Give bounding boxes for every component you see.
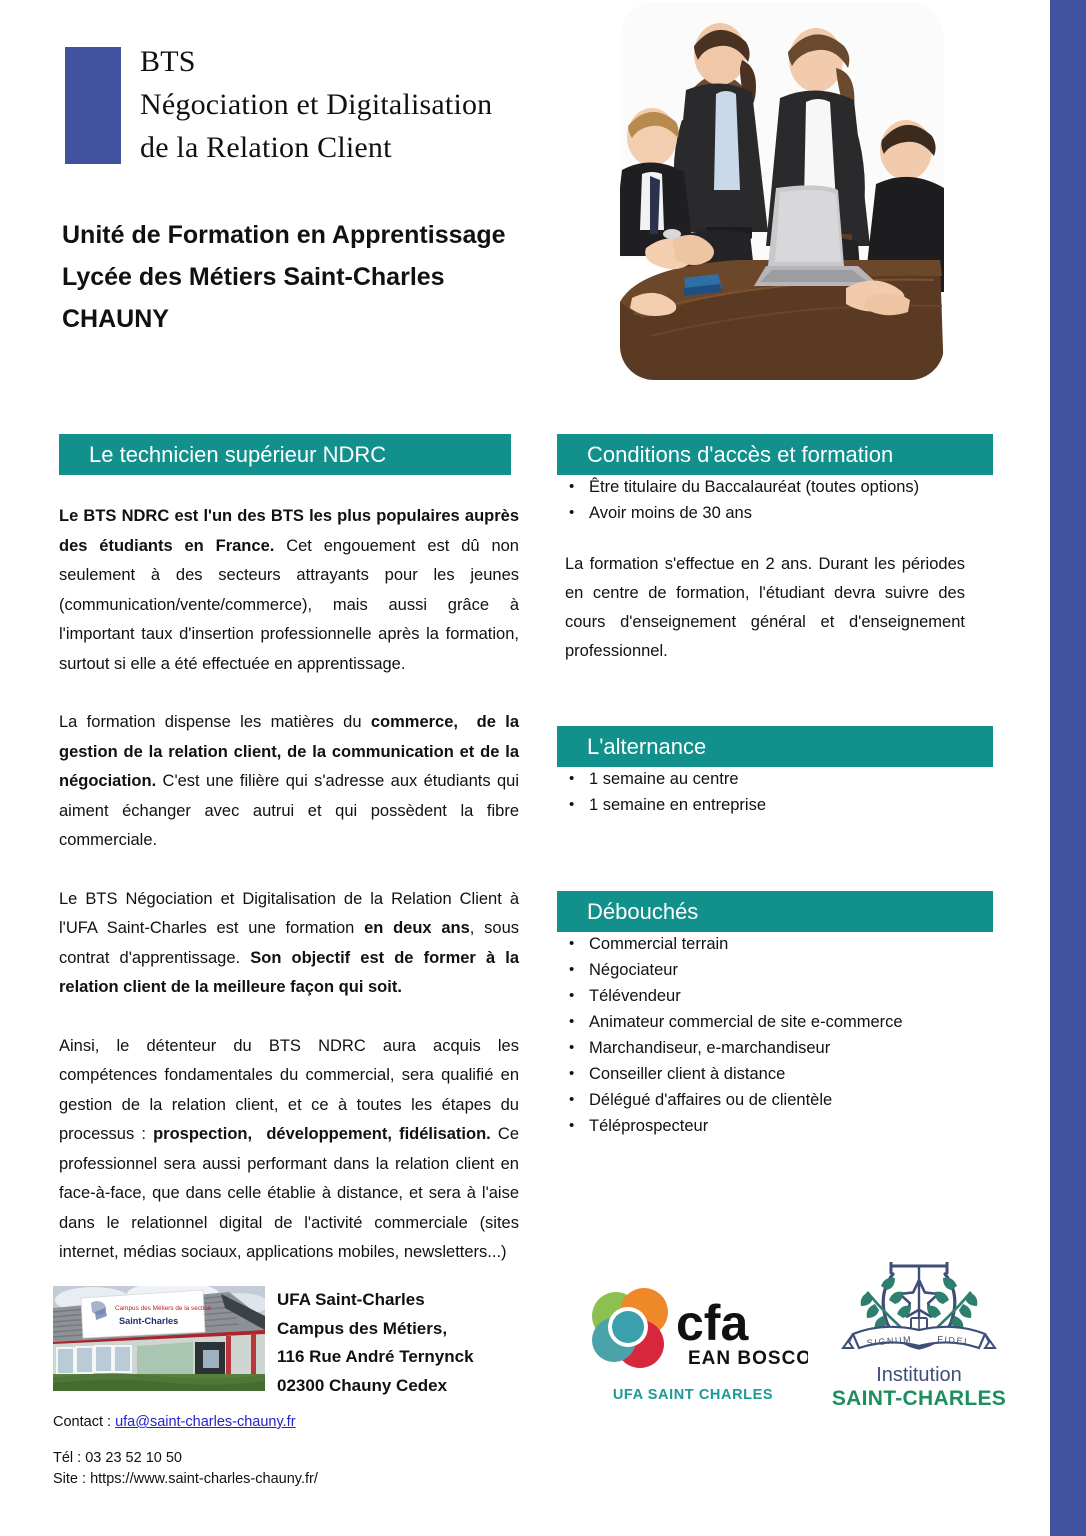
- cfa-logo-caption: UFA SAINT CHARLES: [612, 1387, 774, 1403]
- list-item: • Être titulaire du Baccalauréat (toutes options): [557, 475, 993, 500]
- svg-text:cfa: cfa: [676, 1295, 749, 1351]
- ufa-building-photo: [53, 1286, 265, 1391]
- website-row: Site : https://www.saint-charles-chauny.fr/: [53, 1471, 318, 1487]
- institution-saint-charles-logo: [823, 1256, 1015, 1421]
- list-item: • Téléprospecteur: [557, 1114, 993, 1139]
- page-subtitle: [62, 214, 622, 340]
- paragraph-duree: Le BTS Négociation et Digitalisation de la Relation Client à l'UFA Saint-Charles est une formation en deux ans, sous contrat d'apprentissage. Son objectif est de former à la relation client de la meilleure façon qui soit.: [59, 889, 520, 996]
- paragraph-matieres: La formation dispense les matières du commerce, de la gestion de la relation client, de la communication et de la négociation. C'est une filière qui s'adresse aux étudiants qui aiment échanger avec autrui et qui possèdent la fibre commerciale.: [59, 713, 519, 849]
- document-header: [0, 0, 1038, 400]
- conditions-bullet-list: [557, 475, 993, 526]
- page-subtitle-line-1: Unité de Formation en Apprentissage: [62, 221, 506, 249]
- telephone-row: Tél : 03 23 52 10 50: [53, 1450, 182, 1466]
- address-line-1: UFA Saint-Charles: [277, 1290, 425, 1309]
- cfa-jean-bosco-logo: [578, 1282, 808, 1412]
- right-edge-blue-bar: [1050, 0, 1086, 1536]
- crest-icon: [823, 1256, 1015, 1364]
- list-item: • Marchandiseur, e-marchandiseur: [557, 1036, 993, 1061]
- address-line-3: 116 Rue André Ternynck: [277, 1347, 474, 1366]
- contact-email-link[interactable]: ufa@saint-charles-chauny.fr: [115, 1414, 296, 1430]
- title-accent-block: [65, 47, 121, 164]
- section-header-debouches: Débouchés: [557, 891, 993, 932]
- page-title-line-1: BTS: [140, 45, 196, 78]
- left-column: [59, 434, 519, 1297]
- page-title-line-2: Négociation et Digitalisation: [140, 88, 493, 121]
- list-item: • 1 semaine au centre: [557, 767, 993, 792]
- svg-text:Saint-Charles: Saint-Charles: [119, 1316, 179, 1326]
- cfa-circles-icon: [592, 1288, 668, 1368]
- spacer-before-debouches: [557, 819, 993, 891]
- svg-text:EAN BOSCO: EAN BOSCO: [688, 1348, 808, 1369]
- conditions-paragraph: La formation s'effectue en 2 ans. Durant les périodes en centre de formation, l'étudiant devra suivre des cours d'enseignement général et d'enseignement professionnel.: [565, 555, 965, 660]
- paragraph-competences: Ainsi, le détenteur du BTS NDRC aura acquis les compétences fondamentales du commercial, sera qualifié en gestion de la relation client, et ce à toutes les étapes du processus : prospection, développement, fidélisation. Ce professionnel sera aussi performant dans la relation client en face-à-face, que dans celle établie à distance, et sera à l'aise dans le relationnel digital de l'activité commerciale (sites internet, médias sociaux, applications mobiles, newsletters...): [59, 1036, 519, 1261]
- list-item: • Animateur commercial de site e-commerce: [557, 1010, 993, 1035]
- list-item: • 1 semaine en entreprise: [557, 793, 993, 818]
- contact-email-row: [53, 1412, 523, 1433]
- svg-text:Campus des Métiers de la secti: Campus des Métiers de la section: [115, 1305, 212, 1312]
- institution-logo-line-1: Institution: [876, 1364, 962, 1386]
- list-item: • Conseiller client à distance: [557, 1062, 993, 1087]
- list-item: • Avoir moins de 30 ans: [557, 501, 993, 526]
- list-item: • Négociateur: [557, 958, 993, 983]
- svg-text:SIGNUM: SIGNUM: [866, 1334, 913, 1348]
- address-block: [277, 1286, 577, 1400]
- address-line-2: Campus des Métiers,: [277, 1318, 448, 1338]
- list-item: • Télévendeur: [557, 984, 993, 1009]
- section-header-technicien: Le technicien supérieur NDRC: [59, 434, 511, 475]
- page-subtitle-line-3: CHAUNY: [62, 305, 169, 333]
- list-item: • Commercial terrain: [557, 932, 993, 957]
- right-column: [557, 434, 993, 1140]
- right-edge-white-strip: [1038, 0, 1050, 1536]
- svg-text:FIDEI: FIDEI: [936, 1334, 969, 1347]
- institution-logo-line-2: SAINT-CHARLES: [831, 1387, 1007, 1410]
- address-line-4: 02300 Chauny Cedex: [277, 1375, 448, 1395]
- section-header-conditions: Conditions d'accès et formation: [557, 434, 993, 475]
- spacer-before-alternance: [557, 666, 993, 726]
- section-header-alternance: L'alternance: [557, 726, 993, 767]
- contact-block: [53, 1412, 523, 1490]
- page-title-line-3: de la Relation Client: [140, 131, 392, 164]
- debouches-bullet-list: [557, 932, 993, 1139]
- list-item: • Délégué d'affaires ou de clientèle: [557, 1088, 993, 1113]
- alternance-bullet-list: [557, 767, 993, 818]
- business-meeting-photo: [620, 2, 944, 380]
- contact-label: Contact :: [53, 1414, 116, 1430]
- paragraph-popularite: Le BTS NDRC est l'un des BTS les plus populaires auprès des étudiants en France. Cet engouement est dû non seulement à des secteurs attrayants pour les jeunes (communication/vente/commerce), mais aussi grâce à l'important taux d'insertion professionnelle après la formation, surtout si elle a été effectuée en apprentissage.: [59, 507, 519, 673]
- page-subtitle-line-2: Lycée des Métiers Saint-Charles: [62, 263, 445, 291]
- page-title: [140, 40, 610, 169]
